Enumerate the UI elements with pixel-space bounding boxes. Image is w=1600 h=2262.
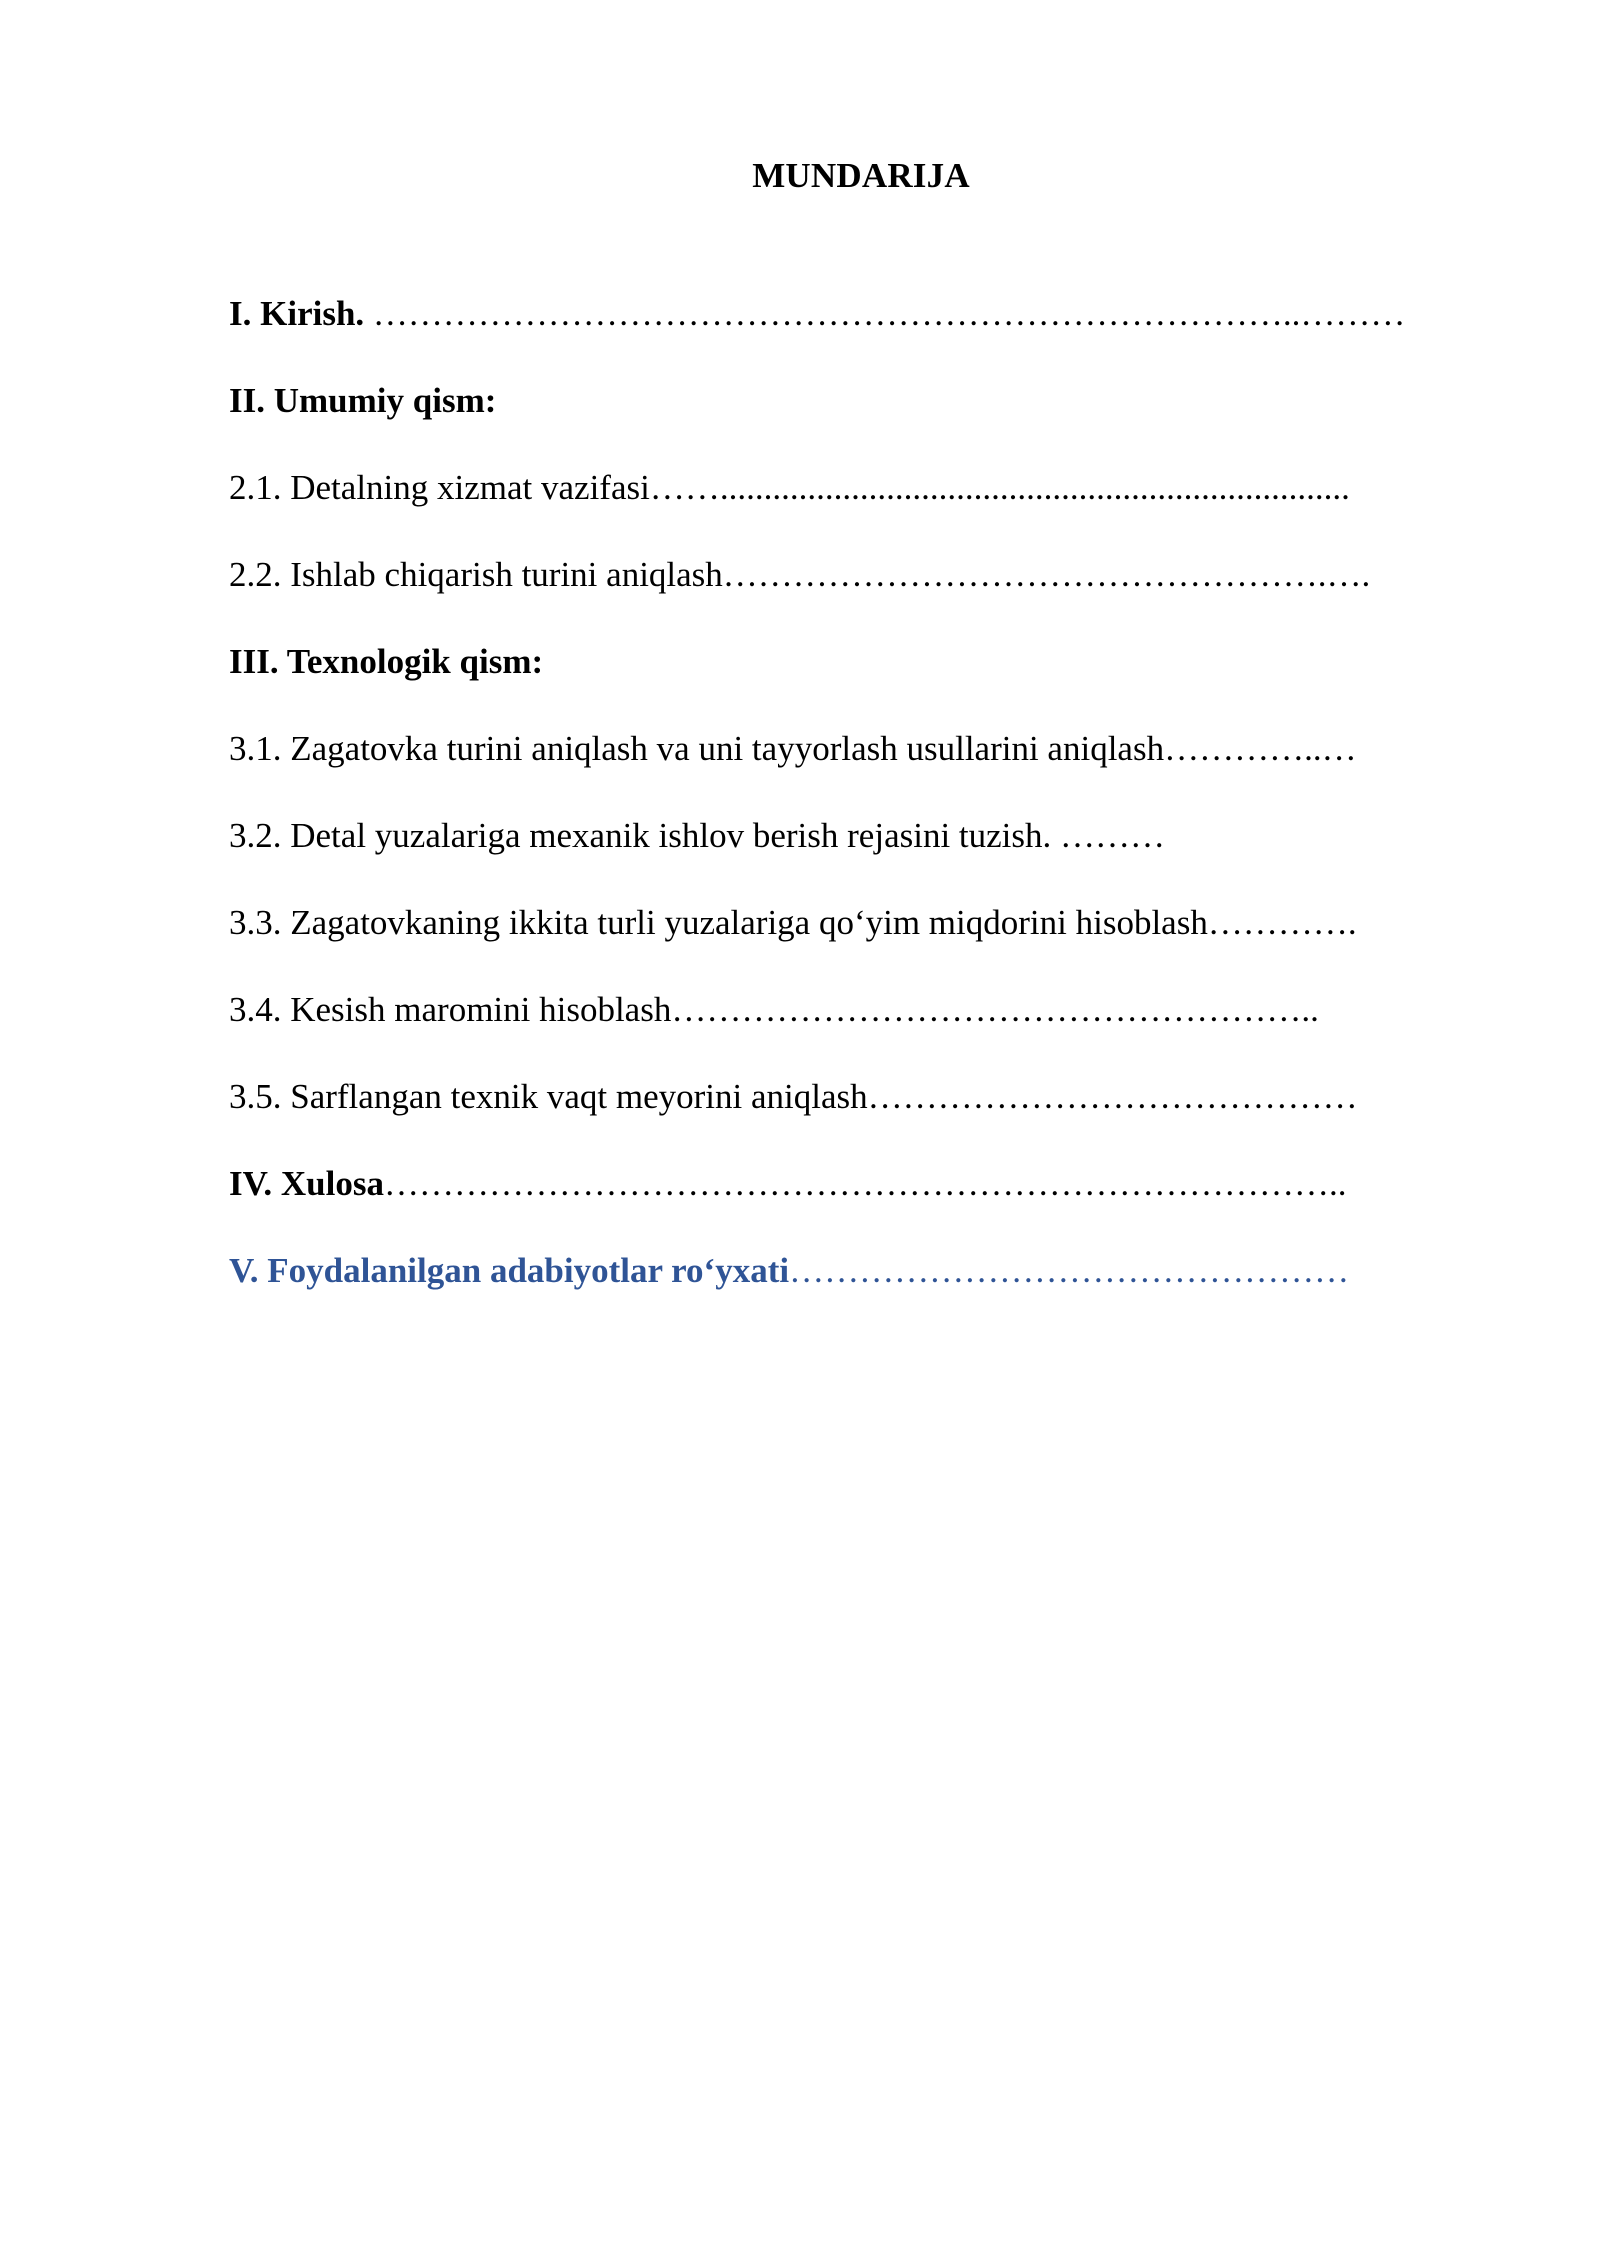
toc-entry-leader-dots: …………..…	[1164, 729, 1357, 768]
toc-entry	[229, 810, 1529, 897]
toc-entry-leader-dots: …………………………………………….….	[722, 555, 1371, 594]
toc-entry	[229, 1245, 1529, 1332]
toc-entry-label: 3.2. Detal yuzalariga mexanik ishlov berish rejasini tuzish.	[229, 816, 1052, 855]
toc-entry	[229, 1071, 1529, 1158]
toc-entry-label: 2.2. Ishlab chiqarish turini aniqlash	[229, 555, 723, 594]
toc-entry	[229, 636, 1529, 723]
toc-entry-label: 3.3. Zagatovkaning ikkita turli yuzalariga qo‘yim miqdorini hisoblash	[229, 903, 1208, 942]
toc-entry	[229, 984, 1529, 1071]
toc-entry	[229, 549, 1529, 636]
toc-entry-label: II. Umumiy qism:	[229, 381, 497, 420]
toc-entry-leader-dots: ………………………………………………..	[671, 990, 1319, 1029]
table-of-contents	[229, 288, 1529, 1332]
toc-entry-leader-dots: ………	[1051, 816, 1166, 855]
toc-entry-leader-dots: …………………………………………	[789, 1251, 1350, 1290]
toc-entry	[229, 723, 1529, 810]
toc-entry-label: 3.4. Kesish maromini hisoblash	[229, 990, 672, 1029]
toc-entry	[229, 288, 1529, 375]
toc-entry-label: V. Foydalanilgan adabiyotlar ro‘yxati	[229, 1251, 790, 1290]
toc-entry-label: 3.5. Sarflangan texnik vaqt meyorini aniqlash	[229, 1077, 868, 1116]
toc-entry-label: 2.1. Detalning xizmat vazifasi	[229, 468, 650, 507]
toc-entry-leader-dots: ……........................................................................	[649, 468, 1350, 507]
toc-entry	[229, 462, 1529, 549]
toc-entry-label: 3.1. Zagatovka turini aniqlash va uni tayyorlash usullarini aniqlash	[229, 729, 1165, 768]
toc-entry-label: III. Texnologik qism:	[229, 642, 544, 681]
toc-entry	[229, 897, 1529, 984]
toc-entry-leader-dots: ……………………………………	[867, 1077, 1358, 1116]
toc-entry-leader-dots: ………….	[1207, 903, 1357, 942]
page-title: MUNDARIJA	[752, 156, 970, 195]
toc-entry-label: IV. Xulosa	[229, 1164, 384, 1203]
toc-entry-leader-dots: ………………………………………………………………………..	[383, 1164, 1347, 1203]
toc-entry-leader-dots: ……………………………………………………………………..………	[364, 294, 1406, 333]
toc-entry	[229, 375, 1529, 462]
toc-entry-label: I. Kirish.	[229, 294, 365, 333]
toc-entry	[229, 1158, 1529, 1245]
